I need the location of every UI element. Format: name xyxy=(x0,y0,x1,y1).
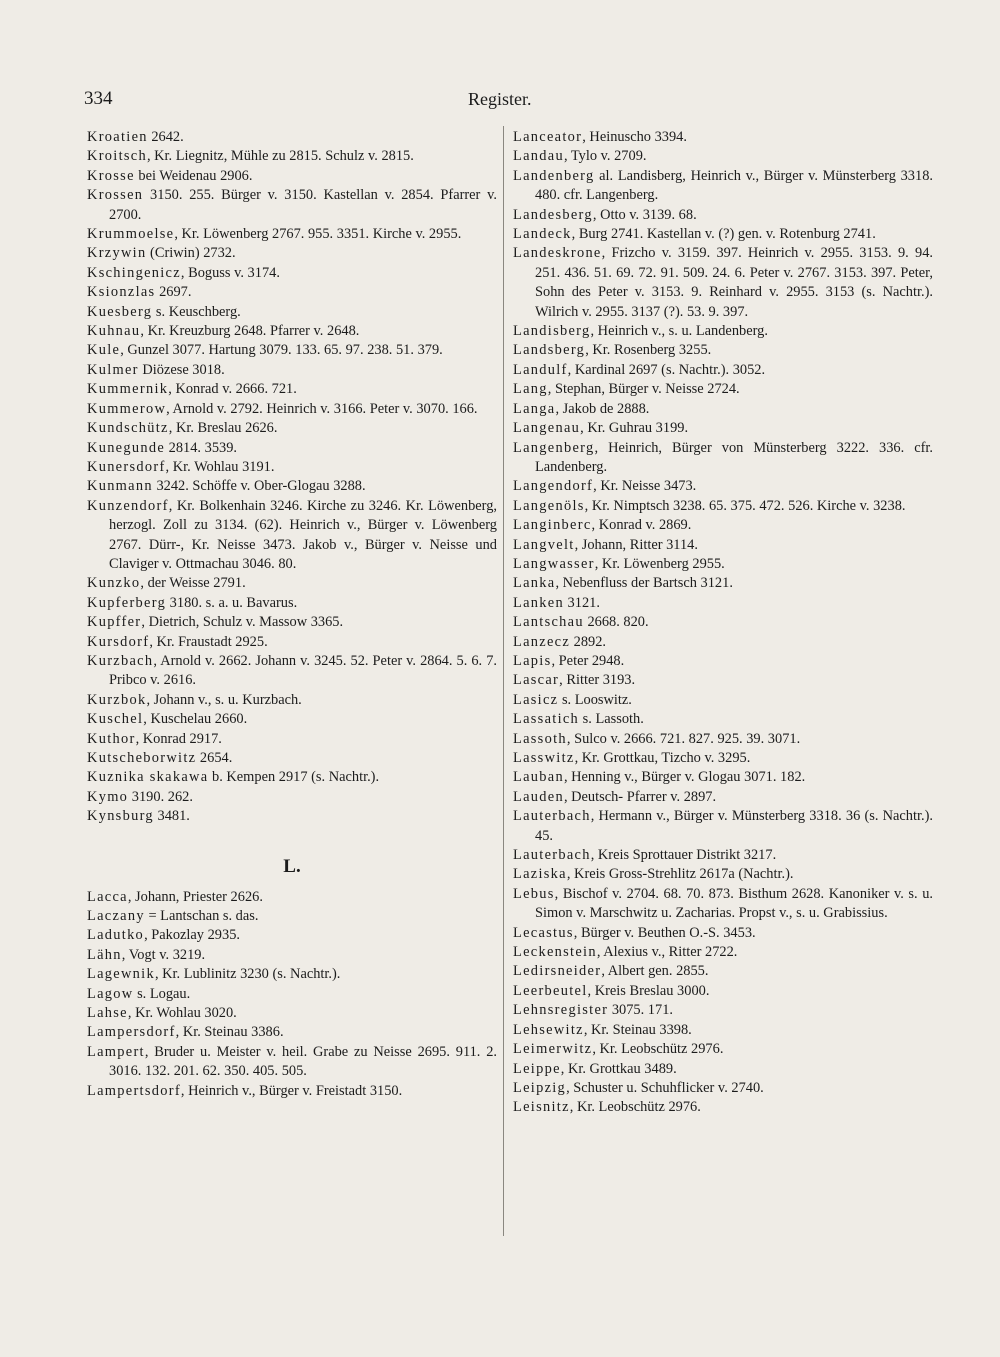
entry-headword: Lauterbach xyxy=(513,808,591,825)
entry-references: , Kreis Breslau 3000. xyxy=(587,982,710,999)
index-entry xyxy=(87,341,497,360)
index-entry xyxy=(87,419,497,438)
index-entry xyxy=(87,186,497,225)
index-entry xyxy=(87,1082,497,1101)
index-entry xyxy=(513,361,933,380)
entry-references: , Kr. Grottkau, Tizcho v. 3295. xyxy=(574,750,751,766)
entry-references: , Kr. Breslau 2626. xyxy=(168,420,278,437)
entry-references: , Dietrich, Schulz v. Massow 3365. xyxy=(141,614,344,631)
index-entry xyxy=(513,555,933,574)
left-column xyxy=(87,128,497,1101)
index-entry xyxy=(87,225,497,244)
index-entry xyxy=(513,206,933,225)
entry-headword: Lehsewitz xyxy=(513,1021,584,1038)
entry-headword: Lasswitz xyxy=(513,750,575,766)
entry-references: 2697. xyxy=(155,284,192,301)
index-entry xyxy=(87,283,497,302)
entry-references: al. Landisberg, Heinrich v., Bürger v. Münsterberg 3318. 480. cfr. Langenberg. xyxy=(535,167,933,204)
entry-headword: Krossen xyxy=(87,187,144,204)
entry-headword: Landeck xyxy=(513,226,572,243)
entry-references: , Jakob de 2888. xyxy=(555,400,650,417)
index-entry xyxy=(513,613,933,632)
page-number: 334 xyxy=(84,88,113,109)
entry-headword: Kunegunde xyxy=(87,439,166,456)
index-entry xyxy=(513,225,933,244)
entry-headword: Lasicz xyxy=(513,691,559,708)
index-entry xyxy=(513,846,933,865)
entry-headword: Kunzko xyxy=(87,575,141,592)
index-entry xyxy=(87,361,497,380)
index-entry xyxy=(513,1060,933,1079)
entry-references: , Albert gen. 2855. xyxy=(601,963,709,980)
entry-headword: Landesberg xyxy=(513,206,593,223)
index-entry xyxy=(87,1004,497,1023)
index-entry xyxy=(87,926,497,945)
entry-headword: Lapis xyxy=(513,652,552,669)
entry-headword: Landsberg xyxy=(513,342,586,359)
entry-headword: Leerbeutel xyxy=(513,982,588,999)
entry-references: , Kr. Nimptsch 3238. 65. 375. 472. 526. Kirche v. 3238. xyxy=(584,497,906,514)
index-entry xyxy=(513,710,933,729)
entry-references: , Kr. Rosenberg 3255. xyxy=(585,342,712,359)
entry-references: , Kr. Leobschütz 2976. xyxy=(569,1099,701,1116)
entry-references: , Kr. Lublinitz 3230 (s. Nachtr.). xyxy=(154,966,341,983)
index-entry xyxy=(513,594,933,613)
entry-references: , Vogt v. 3219. xyxy=(121,946,206,963)
entry-headword: Langvelt xyxy=(513,536,575,553)
entry-headword: Kunersdorf xyxy=(87,458,166,475)
index-entry xyxy=(513,497,933,516)
entry-headword: Kschingenicz xyxy=(87,264,181,281)
entry-headword: Lampertsdorf xyxy=(87,1082,181,1099)
index-entry xyxy=(513,1021,933,1040)
entry-headword: Landulf xyxy=(513,361,568,378)
entry-headword: Langwasser xyxy=(513,555,595,572)
entry-headword: Kuthor xyxy=(87,730,136,747)
entry-references: 2668. 820. xyxy=(583,614,649,631)
entry-references: , Kuschelau 2660. xyxy=(143,711,248,728)
index-entry xyxy=(87,749,497,768)
index-entry xyxy=(87,439,497,458)
entry-references: s. Logau. xyxy=(133,985,191,1002)
entry-headword: Landeskrone xyxy=(513,245,602,262)
index-entry xyxy=(513,536,933,555)
entry-references: Diözese 3018. xyxy=(138,361,225,378)
entry-references: , Heinrich v., Bürger v. Freistadt 3150. xyxy=(180,1082,403,1099)
index-entry xyxy=(87,594,497,613)
index-entry xyxy=(87,807,497,826)
entry-references: , Alexius v., Ritter 2722. xyxy=(596,944,738,961)
column-divider xyxy=(503,126,504,1236)
entry-references: 3121. xyxy=(563,594,600,611)
entry-references: , Kr. Steinau 3398. xyxy=(583,1021,692,1038)
index-entry xyxy=(513,788,933,807)
entry-references: , Johann, Priester 2626. xyxy=(127,888,263,905)
entry-references: , Arnold v. 2792. Heinrich v. 3166. Peter v. 3070. 166. xyxy=(166,400,478,417)
entry-headword: Landau xyxy=(513,148,564,165)
index-entry xyxy=(87,1043,497,1082)
entry-headword: Lanzecz xyxy=(513,633,571,650)
index-entry xyxy=(513,652,933,671)
index-entry xyxy=(513,244,933,322)
entry-headword: Leisnitz xyxy=(513,1099,570,1116)
right-column xyxy=(513,128,933,1118)
index-entry xyxy=(87,710,497,729)
entry-headword: Krosse xyxy=(87,167,135,184)
entry-headword: Lauban xyxy=(513,769,564,786)
index-entry xyxy=(513,380,933,399)
entry-references: , Hermann v., Bürger v. Münsterberg 3318. 36 (s. Nachtr.). 45. xyxy=(535,808,933,844)
entry-headword: Langenberg xyxy=(513,439,595,456)
entry-headword: Landenberg xyxy=(513,167,595,184)
entry-references: 3242. Schöffe v. Ober-Glogau 3288. xyxy=(152,478,366,495)
entry-references: = Lantschan s. das. xyxy=(144,908,259,925)
index-entry xyxy=(513,982,933,1001)
entry-headword: Kroatien xyxy=(87,129,148,145)
entry-headword: Leimerwitz xyxy=(513,1041,593,1058)
entry-headword: Kupffer xyxy=(87,614,142,631)
index-entry xyxy=(87,458,497,477)
entry-references: , Heinrich v., s. u. Landenberg. xyxy=(590,323,768,340)
entry-references: , Johann v., s. u. Kurzbach. xyxy=(146,691,302,708)
entry-headword: Kule xyxy=(87,342,121,359)
entry-headword: Lauterbach xyxy=(513,847,591,864)
entry-references: , Ritter 3193. xyxy=(559,672,636,689)
entry-headword: Laczany xyxy=(87,908,145,925)
entry-references: 3190. 262. xyxy=(128,788,193,805)
entry-headword: Langa xyxy=(513,400,556,417)
entry-references: , Kr. Löwenberg 2955. xyxy=(594,555,725,572)
index-entry xyxy=(513,691,933,710)
entry-references: 2642. xyxy=(147,129,184,145)
index-entry xyxy=(87,167,497,186)
entry-references: , Bruder u. Meister v. heil. Grabe zu Neisse 2695. 911. 2. 3016. 132. 201. 62. 350. 405. 505. xyxy=(109,1043,497,1080)
entry-headword: Lanka xyxy=(513,575,556,592)
entry-headword: Krzywin xyxy=(87,245,147,262)
entry-headword: Kynsburg xyxy=(87,808,154,825)
entry-headword: Laziska xyxy=(513,866,567,883)
index-entry xyxy=(87,652,497,691)
entry-headword: Kutscheborwitz xyxy=(87,750,197,766)
entry-references: , Kr. Löwenberg 2767. 955. 3351. Kirche v. 2955. xyxy=(174,226,462,243)
entry-headword: Lang xyxy=(513,381,548,398)
index-entry xyxy=(513,128,933,147)
entry-references: 3075. 171. xyxy=(608,1002,673,1019)
index-entry xyxy=(87,400,497,419)
entry-headword: Ladutko xyxy=(87,927,145,944)
entry-headword: Lebus xyxy=(513,885,555,902)
entry-headword: Krummoelse xyxy=(87,226,175,243)
entry-references: 2814. 3539. xyxy=(165,439,237,456)
entry-headword: Lanken xyxy=(513,594,564,611)
entry-headword: Lacca xyxy=(87,888,128,905)
entry-headword: Kuhnau xyxy=(87,323,141,340)
entry-references: 2892. xyxy=(570,633,607,650)
index-entry xyxy=(513,167,933,206)
entry-references: , der Weisse 2791. xyxy=(140,575,246,592)
entry-headword: Ledirsneider xyxy=(513,963,602,980)
index-entry xyxy=(87,1023,497,1042)
index-entry xyxy=(513,341,933,360)
index-entry xyxy=(513,1001,933,1020)
index-entry xyxy=(513,147,933,166)
entry-headword: Kymo xyxy=(87,788,129,805)
entry-references: , Kr. Fraustadt 2925. xyxy=(149,633,268,650)
index-entry xyxy=(513,671,933,690)
entry-references: , Kr. Wohlau 3020. xyxy=(127,1005,237,1022)
entry-references: , Nebenfluss der Bartsch 3121. xyxy=(555,575,733,592)
entry-headword: Lagewnik xyxy=(87,966,155,983)
entry-references: , Kr. Steinau 3386. xyxy=(175,1024,284,1041)
entry-headword: Kundschütz xyxy=(87,420,169,437)
entry-references: b. Kempen 2917 (s. Nachtr.). xyxy=(208,769,380,786)
entry-references: , Pakozlay 2935. xyxy=(144,927,240,944)
entry-references: , Konrad 2917. xyxy=(135,730,222,747)
index-entry xyxy=(87,907,497,926)
entry-references: , Kr. Leobschütz 2976. xyxy=(592,1041,724,1058)
entry-headword: Lähn xyxy=(87,946,122,963)
entry-headword: Langendorf xyxy=(513,478,594,495)
entry-references: s. Keuschberg. xyxy=(152,303,241,320)
entry-headword: Lampersdorf xyxy=(87,1024,176,1041)
entry-headword: Lauden xyxy=(513,788,564,805)
entry-headword: Lantschau xyxy=(513,614,584,631)
left-k-entries xyxy=(87,128,497,827)
index-entry xyxy=(87,322,497,341)
entry-headword: Langinberc xyxy=(513,517,592,534)
entry-headword: Leippe xyxy=(513,1060,561,1077)
entry-headword: Kummernik xyxy=(87,381,169,398)
entry-references: , Sulco v. 2666. 721. 827. 925. 39. 3071. xyxy=(566,730,801,747)
entry-references: bei Weidenau 2906. xyxy=(134,167,253,184)
entry-references: (Criwin) 2732. xyxy=(146,245,236,262)
entry-references: , Peter 2948. xyxy=(551,652,625,669)
entry-references: , Deutsch- Pfarrer v. 2897. xyxy=(563,788,717,805)
index-entry xyxy=(513,477,933,496)
index-entry xyxy=(87,788,497,807)
entry-references: , Kr. Kreuzburg 2648. Pfarrer v. 2648. xyxy=(140,323,360,340)
entry-headword: Lascar xyxy=(513,672,560,689)
index-entry xyxy=(513,400,933,419)
section-letter-heading: L. xyxy=(283,855,301,877)
entry-references: , Kardinal 2697 (s. Nachtr.). 3052. xyxy=(567,361,766,378)
entry-references: , Kreis Gross-Strehlitz 2617a (Nachtr.). xyxy=(566,866,794,883)
entry-references: , Tylo v. 2709. xyxy=(563,148,647,165)
entry-references: , Johann, Ritter 3114. xyxy=(574,536,698,553)
entry-headword: Lecastus xyxy=(513,924,574,941)
entry-references: , Kr. Wohlau 3191. xyxy=(165,458,275,475)
index-entry xyxy=(513,1040,933,1059)
entry-references: , Heinrich, Bürger von Münsterberg 3222. 336. cfr. Landenberg. xyxy=(535,439,933,475)
index-entry xyxy=(87,380,497,399)
entry-headword: Langenöls xyxy=(513,497,585,514)
entry-headword: Langenau xyxy=(513,420,581,437)
entry-headword: Kroitsch xyxy=(87,148,147,165)
entry-references: , Henning v., Bürger v. Glogau 3071. 182. xyxy=(563,769,806,786)
index-entry xyxy=(87,244,497,263)
index-entry xyxy=(513,633,933,652)
entry-references: , Konrad v. 2869. xyxy=(591,517,692,534)
index-entry xyxy=(87,147,497,166)
entry-headword: Ksionzlas xyxy=(87,284,156,301)
index-entry xyxy=(87,946,497,965)
entry-references: 3481. xyxy=(153,808,190,825)
entry-references: , Stephan, Bürger v. Neisse 2724. xyxy=(547,381,740,398)
entry-headword: Kuznika skakawa xyxy=(87,769,209,786)
entry-headword: Kulmer xyxy=(87,361,139,378)
entry-references: 3150. 255. Bürger v. 3150. Kastellan v. 2854. Pfarrer v. 2700. xyxy=(109,187,497,223)
index-entry xyxy=(513,885,933,924)
entry-references: , Frizcho v. 3159. 397. Heinrich v. 2955. 3153. 9. 94. 251. 436. 51. 69. 72. 91. 509. 24. 6. Peter v. 2767. 3153. 397. Peter, Sohn des Peter v. 3153. 9. Reinhard v. 2955. 3153 (s. Nachtr.). Wilrich v. 2955. 3137 (?). 53. 9. 397. xyxy=(535,245,933,320)
entry-headword: Kursdorf xyxy=(87,633,150,650)
index-entry xyxy=(87,768,497,787)
index-entry xyxy=(87,985,497,1004)
index-entry xyxy=(87,303,497,322)
index-entry xyxy=(87,497,497,575)
entry-references: , Kr. Bolkenhain 3246. Kirche zu 3246. Kr. Löwenberg, herzogl. Zoll zu 3134. (62). Heinrich v., Bürger v. Löwenberg 2767. Dürr-, Kr. Neisse 3473. Jakob v., Bürger v. Neisse und Claviger v. Ottmachau 3046. 80. xyxy=(109,497,497,572)
entry-references: , Gunzel 3077. Hartung 3079. 133. 65. 97. 238. 51. 379. xyxy=(120,342,443,359)
entry-references: 3180. s. a. u. Bavarus. xyxy=(166,594,298,611)
index-entry xyxy=(513,439,933,478)
entry-headword: Lahse xyxy=(87,1005,128,1022)
entry-references: 2654. xyxy=(196,750,233,766)
entry-references: , Kr. Grottkau 3489. xyxy=(560,1060,677,1077)
page-title: Register. xyxy=(468,89,532,109)
index-entry xyxy=(513,924,933,943)
index-entry xyxy=(513,1079,933,1098)
index-entry xyxy=(87,888,497,907)
index-entry xyxy=(87,691,497,710)
index-entry xyxy=(513,943,933,962)
entry-headword: Lagow xyxy=(87,985,134,1002)
entry-headword: Landisberg xyxy=(513,323,591,340)
entry-headword: Leckenstein xyxy=(513,944,597,961)
entry-headword: Kupferberg xyxy=(87,594,167,611)
index-entry xyxy=(87,477,497,496)
entry-references: , Schuster u. Schuhflicker v. 2740. xyxy=(566,1079,764,1096)
entry-references: s. Lassoth. xyxy=(579,711,644,728)
entry-references: , Arnold v. 2662. Johann v. 3245. 52. Peter v. 2864. 5. 6. 7. Pribco v. 2616. xyxy=(109,652,497,689)
entry-headword: Kummerow xyxy=(87,400,167,417)
index-entry xyxy=(513,1098,933,1117)
index-entry xyxy=(87,574,497,593)
index-entry xyxy=(87,128,497,147)
entry-headword: Kuschel xyxy=(87,711,144,728)
entry-references: , Bischof v. 2704. 68. 70. 873. Bisthum 2628. Kanoniker v. s. u. Simon v. Marschwitz u. Zacharias. Propst v., s. u. Grabissius. xyxy=(535,885,933,922)
index-entry xyxy=(87,965,497,984)
index-entry xyxy=(513,574,933,593)
index-entry xyxy=(513,865,933,884)
entry-headword: Lampert xyxy=(87,1043,145,1060)
index-entry xyxy=(87,264,497,283)
left-l-entries xyxy=(87,888,497,1101)
entry-headword: Lehnsregister xyxy=(513,1002,609,1019)
entry-references: , Kr. Neisse 3473. xyxy=(593,478,697,495)
index-entry xyxy=(513,749,933,768)
entry-headword: Lassoth xyxy=(513,730,567,747)
entry-headword: Kuesberg xyxy=(87,303,153,320)
entry-references: , Bürger v. Beuthen O.-S. 3453. xyxy=(573,924,756,941)
index-entry xyxy=(513,807,933,846)
index-entry xyxy=(513,516,933,535)
index-entry xyxy=(87,730,497,749)
index-entry xyxy=(87,613,497,632)
entry-references: , Konrad v. 2666. 721. xyxy=(168,381,297,398)
entry-references: , Otto v. 3139. 68. xyxy=(592,206,697,223)
entry-references: s. Looswitz. xyxy=(558,691,632,708)
index-entry xyxy=(513,768,933,787)
index-entry xyxy=(513,419,933,438)
index-entry xyxy=(513,322,933,341)
index-entry xyxy=(513,962,933,981)
entry-references: , Heinuscho 3394. xyxy=(582,129,687,145)
entry-headword: Lanceator xyxy=(513,129,583,145)
entry-references: , Kreis Sprottauer Distrikt 3217. xyxy=(590,847,777,864)
entry-headword: Lassatich xyxy=(513,711,580,728)
entry-headword: Kurzbok xyxy=(87,691,147,708)
entry-headword: Kunzendorf xyxy=(87,497,169,514)
entry-references: , Boguss v. 3174. xyxy=(180,264,280,281)
index-entry xyxy=(87,633,497,652)
entry-references: , Burg 2741. Kastellan v. (?) gen. v. Rotenburg 2741. xyxy=(571,226,876,243)
index-entry xyxy=(513,730,933,749)
entry-headword: Leipzig xyxy=(513,1079,567,1096)
entry-headword: Kunmann xyxy=(87,478,153,495)
entry-headword: Kurzbach xyxy=(87,652,154,669)
entry-references: , Kr. Guhrau 3199. xyxy=(580,420,689,437)
entry-references: , Kr. Liegnitz, Mühle zu 2815. Schulz v. 2815. xyxy=(146,148,414,165)
